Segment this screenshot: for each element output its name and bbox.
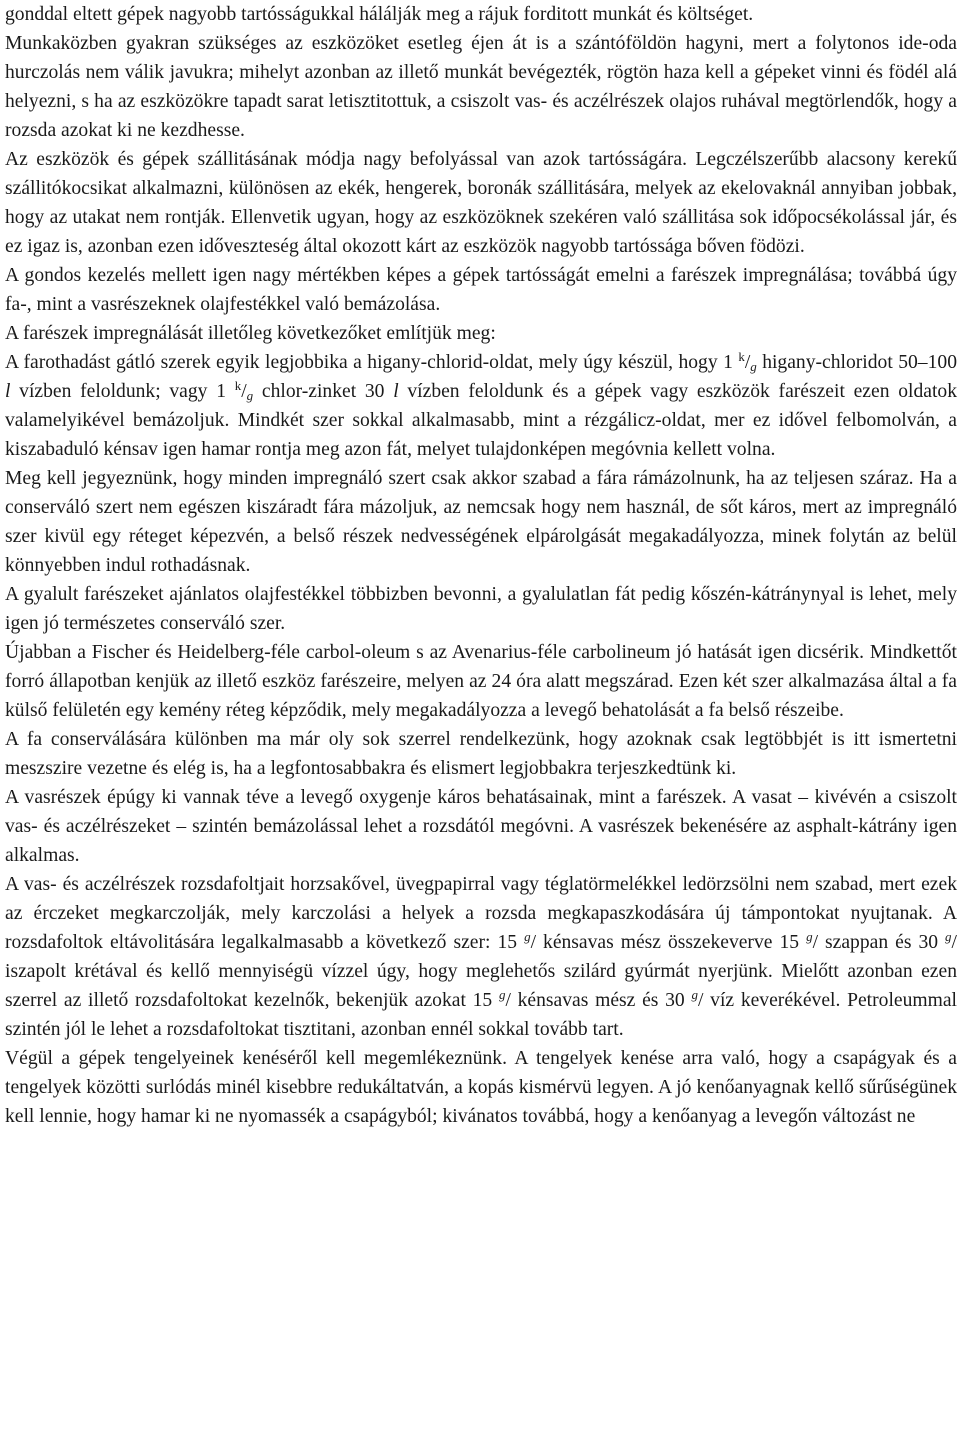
paragraph-oil-paint: A gyalult farészeket ajánlatos olajfestékkel többizben bevonni, a gyalulatlan fát pedig kőszén-kátránynyal is lehet, mely igen jó természetes conserváló szer. (5, 584, 957, 634)
fraction-numerator: k (234, 378, 242, 393)
text-run: iszapolt krétával és kellő mennyiségü vízzel úgy, hogy meglehetős szilárd gyúrmát nyerjünk. Mielőtt azonban ezen szerrel az illető rozsdafoltokat kezelnők, bekenjük azokat 15 (5, 961, 957, 1011)
text-run: A farothadást gátló szerek egyik legjobbika a higany-chlorid-oldat, mely úgy készül, hogy 1 (5, 352, 739, 373)
unit-gram-symbol: g (691, 987, 698, 1002)
paragraph-impregnation: A gondos kezelés mellett igen nagy mértékben képes a gépek tartósságát emelni a farészek impregnálása; továbbá úgy fa-, mint a vasrészeknek olajfestékkel való bemázolása. (5, 265, 957, 315)
unit-gram-symbol: g (806, 929, 813, 944)
paragraph-dry-wood-note: Meg kell jegyeznünk, hogy minden impregnáló szert csak akkor szabad a fára rámázolnunk, ha az teljesen száraz. Ha a conserváló szert nem egészen kiszáradt fára mázoljuk, az nemcsak hogy nem használ, de sőt káros, mert az impregnáló szer kivül egy réteget képezvén, a belső részek nedvességének elpárolgását megakadályozza, minek folytán az belül könnyebben indul rothadásnak. (5, 468, 957, 576)
text-run: víz keverékével. Petroleummal szintén jól le lehet a rozsdafoltokat tisztitani, azonban ennél sokkal tovább tart. (5, 990, 958, 1040)
text-run: A vas- és aczélrészek rozsdafoltjait horzsakővel, üvegpapirral vagy téglatörmelékkel ledörzsölni nem szabad, mert ezek az érczeket megkarczolják, mely karczolási a helyek a rozsda megkapaszkodására új támpontokat nyujtanak. A rozsdafoltok eltávolitására legalkalmasabb a következő szer: 15 (5, 874, 957, 953)
paragraph-carbolineum: Újabban a Fischer és Heidelberg-féle carbol-oleum s az Avenarius-féle carbolineum jó hatását igen dicsérik. Mindkettőt forró állapotban kenjük az illető eszköz farészeire, melyen az 24 óra alatt megszárad. Ezen két szer alkalmazása által a fa külső felületén egy kemény réteg képződik, mely megakadályozza a levegő behatolását a fa belső részeibe. (5, 642, 957, 721)
text-run: vízben feloldunk és a gépek vagy eszközök farészeit ezen oldatok valamelyikével bemázoljuk. Mindkét szer sokkal alkalmasabb, mint a rézgálicz-oldat, mer ez idővel felbomolván, a kiszabaduló kénsav igen hamar rontja meg azon fát, melyet tulajdonképen megóvnia kellett volna. (5, 381, 957, 460)
document-page (5, 0, 957, 1131)
unit-gram-symbol: g (498, 987, 506, 1002)
unit-liter: l (5, 381, 11, 402)
fraction-denominator: g (750, 359, 757, 374)
paragraph-rust-removal (5, 870, 957, 1044)
paragraph-iron-parts: A vasrészek épúgy ki vannak téve a levegő oxygenje káros behatásainak, mint a farészek. A vasat – kivévén a csiszolt vas- és aczélrészeket – szintén bemázolással lehet a rozsdától megóvni. A vasrészek bekenésére az asphalt-kátrány igen alkalmas. (5, 787, 957, 866)
unit-gram-symbol: g (945, 929, 952, 944)
paragraph-wood-impregnation-heading: A farészek impregnálását illetőleg következőket említjük meg: (5, 323, 496, 344)
unit-slash: / (697, 990, 704, 1011)
unit-gram (945, 929, 957, 953)
text-run: kénsavas mész összekeverve 15 (536, 932, 807, 953)
unit-kg-fraction (234, 378, 254, 403)
paragraph-axle-lubrication: Végül a gépek tengelyeinek kenéséről kell megemlékeznünk. A tengelyek kenése arra való, hogy a csapágyak és a tengelyek közötti surlódás minél kisebbre redukáltatván, a kopás kismérvü legyen. A jó kenőanyagnak kellő sűrűségünek kell lennie, hogy hamar ki ne nyomassék a csapágyból; kivánatos továbbá, hogy a kenőanyag a levegőn változást ne (5, 1048, 957, 1127)
unit-slash: / (505, 990, 511, 1011)
unit-slash: / (812, 932, 819, 953)
paragraph-transport: Az eszközök és gépek szállitásának módja nagy befolyással van azok tartósságára. Legczélszerűbb alacsony kerekű szállitókocsikat alkalmazni, különösen az ekék, hengerek, boronák szállitására, melyek az ekelovaknál annyiban jobbak, hogy az utakat nem rontják. Ellenvetik ugyan, hogy az eszközöknek szekéren való szállitása sok időpocsékolással jár, és ez igaz is, azonban ezen időveszteség által okozott kárt az eszközök nagyobb tartóssága bőven födözi. (5, 149, 957, 257)
paragraph-field-storage: Munkaközben gyakran szükséges az eszközöket esetleg éjen át is a szántóföldön hagyni, mert a folytonos ide-oda hurczolás nem válik javukra; mihelyt azonban az illető munkát bevégezték, rögtön haza kell a gépeket vinni és födél alá helyezni, s ha az eszközökre tapadt sarat letisztitottuk, a csiszolt vas- és aczélrészek olajos ruhával megtörlendők, hogy a rozsda azokat ki ne kezdhesse. (5, 33, 957, 141)
paragraph-conservation-means: A fa conserválására különben ma már oly sok szerrel rendelkezünk, hogy azoknak csak legtöbbjét is itt ismertetni meszszire vezetne és elég is, ha a legfontosabbakra és elismert legjobbakra terjeszkedtünk ki. (5, 729, 957, 779)
text-run: vízben feloldunk; vagy 1 (10, 381, 235, 402)
fraction-slash: / (744, 352, 751, 373)
unit-gram (498, 987, 511, 1011)
text-run: higany-chloridot 50–100 (756, 352, 957, 373)
fraction-denominator: g (246, 388, 254, 403)
unit-gram (691, 987, 704, 1011)
unit-slash: / (951, 932, 957, 953)
text-run: chlor-zinket 30 (253, 381, 394, 402)
unit-gram-symbol: g (524, 929, 531, 944)
fraction-slash: / (241, 381, 247, 402)
paragraph-sublimate-solution (5, 348, 957, 464)
unit-kg-fraction (738, 349, 757, 374)
unit-gram (806, 929, 819, 953)
paragraph-maintenance-intro: gonddal eltett gépek nagyobb tartósságukkal hálálják meg a rájuk forditott munkát és költséget. (5, 4, 754, 25)
unit-liter: l (393, 381, 399, 402)
text-run: kénsavas mész és 30 (510, 990, 692, 1011)
fraction-numerator: k (738, 349, 745, 364)
unit-slash: / (530, 932, 537, 953)
text-run: szappan és 30 (818, 932, 946, 953)
unit-gram (524, 929, 537, 953)
